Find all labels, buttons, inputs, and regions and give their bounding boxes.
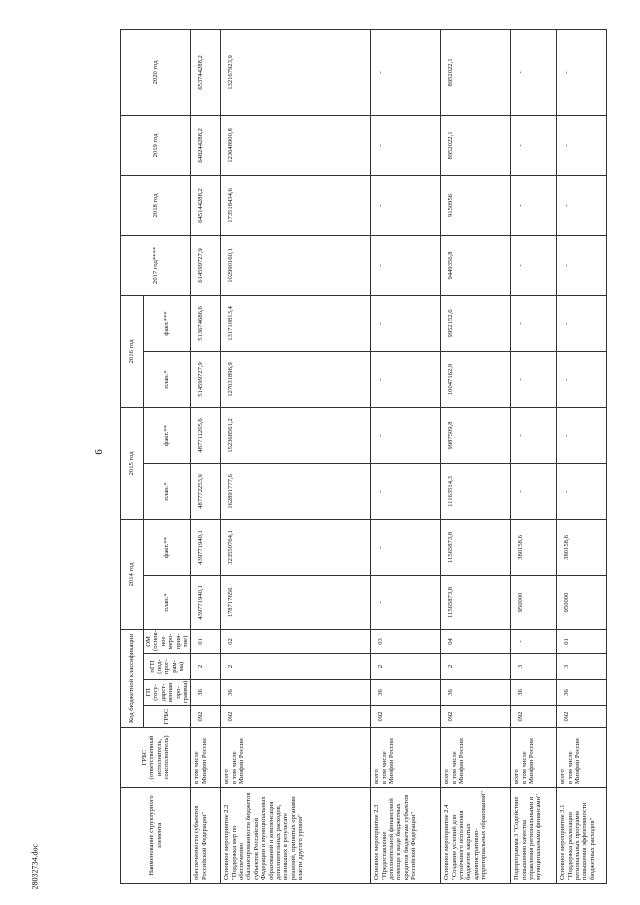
table-row xyxy=(191,29,221,883)
header-2016-plan: план.* xyxy=(144,351,191,407)
row-value: - xyxy=(371,407,441,463)
row-name: Подпрограмма 3 "Содействие повышению качества управления региональными и муниципальными финансами" xyxy=(511,788,557,884)
header-code-pgp: пГП (под-прог-рам-ма) xyxy=(144,654,191,680)
row-om: - xyxy=(511,629,557,653)
row-grbs: 092 xyxy=(441,706,511,728)
row-value: - xyxy=(511,29,557,115)
row-pgp: 3 xyxy=(557,654,607,680)
row-value: 8952022,1 xyxy=(441,115,511,175)
row-value: - xyxy=(557,351,607,407)
row-value: - xyxy=(371,235,441,295)
row-value: - xyxy=(371,575,441,629)
row-om: 02 xyxy=(221,629,371,653)
row-grbs: 092 xyxy=(221,706,371,728)
header-2017: 2017 год**** xyxy=(121,235,191,295)
header-code-om: ОМ (основ-ное меро-прия-тие) xyxy=(144,629,191,653)
row-value: - xyxy=(371,175,441,235)
row-pgp: 2 xyxy=(221,654,371,680)
row-value: 132167923,9 xyxy=(221,29,371,115)
row-value: 614599727,9 xyxy=(191,235,221,295)
row-value: - xyxy=(511,351,557,407)
row-value: 380158,6 xyxy=(557,519,607,575)
header-2019: 2019 год xyxy=(121,115,191,175)
row-gp: 36 xyxy=(371,680,441,706)
row-name: Основное мероприятие 2.4 "Создание условий для устойчивого исполнения бюджетов закрытых административно-территориальных образований" xyxy=(441,788,511,884)
row-gp: 36 xyxy=(191,680,221,706)
row-grbs: 092 xyxy=(191,706,221,728)
header-2016: 2016 год xyxy=(121,295,144,407)
header-2015-plan: план.* xyxy=(144,463,191,519)
row-responsible: всего в том числе Минфин России xyxy=(511,728,557,788)
row-value: 8952022,1 xyxy=(441,29,511,115)
header-2014-plan: план.* xyxy=(144,575,191,629)
row-om: 03 xyxy=(371,629,441,653)
row-value: - xyxy=(511,407,557,463)
row-value: 127031896,9 xyxy=(221,351,371,407)
row-value: - xyxy=(511,463,557,519)
row-value: 439771940,1 xyxy=(191,575,221,629)
table-row xyxy=(511,29,557,883)
header-grbs-sub: (ответственный исполнитель, соисполнитель) xyxy=(148,735,170,780)
row-value: - xyxy=(557,235,607,295)
row-grbs: 092 xyxy=(511,706,557,728)
row-value: - xyxy=(557,407,607,463)
row-value: 9449356,8 xyxy=(441,235,511,295)
row-value: - xyxy=(511,295,557,351)
row-value: 648244288,2 xyxy=(191,115,221,175)
row-value: 123648900,8 xyxy=(221,115,371,175)
row-value: - xyxy=(371,295,441,351)
row-value: - xyxy=(557,29,607,115)
table-row xyxy=(557,29,607,883)
row-gp: 36 xyxy=(441,680,511,706)
header-2015: 2015 год xyxy=(121,407,144,519)
row-gp: 36 xyxy=(511,680,557,706)
row-value: - xyxy=(371,29,441,115)
row-value: 152368561,2 xyxy=(221,407,371,463)
row-pgp: 2 xyxy=(191,654,221,680)
row-om: 01 xyxy=(191,629,221,653)
row-value: 11565873,8 xyxy=(441,519,511,575)
row-gp: 36 xyxy=(557,680,607,706)
row-value: 131710813,4 xyxy=(221,295,371,351)
header-grbs-title: ГРБС xyxy=(140,749,148,766)
header-grbs-responsible xyxy=(121,728,191,788)
row-name: Основное мероприятие 2.2 "Поддержка мер по обеспечению сбалансированности бюджетов субъектов Российской Федерации и муниципальных образований и компенсация дополнительных расходов, возникших в результате решений, принятых органами власти другого уровня" xyxy=(221,788,371,884)
row-value: - xyxy=(371,115,441,175)
row-responsible: всего в том числе Минфин России xyxy=(221,728,371,788)
row-value: 173518434,6 xyxy=(221,175,371,235)
row-name: обеспеченности субъектов Российской Федерации" xyxy=(191,788,221,884)
row-value: 950000 xyxy=(511,575,557,629)
row-value: 9150956 xyxy=(441,175,511,235)
row-responsible: всего в том числе Минфин России xyxy=(371,728,441,788)
header-code: Код бюджетной классификации xyxy=(121,629,144,727)
row-value: 323550764,1 xyxy=(221,519,371,575)
document-filename: 28032734.doc xyxy=(30,843,40,890)
row-value: 513674686,6 xyxy=(191,295,221,351)
table-row xyxy=(221,29,371,883)
row-value: 9952152,6 xyxy=(441,295,511,351)
row-grbs: 092 xyxy=(371,706,441,728)
row-responsible: в том числе Минфин России xyxy=(191,728,221,788)
row-value: 162891777,6 xyxy=(221,463,371,519)
row-om: 01 xyxy=(557,629,607,653)
row-responsible: всего в том числе Минфин России xyxy=(557,728,607,788)
row-value: 487711205,6 xyxy=(191,407,221,463)
row-value: - xyxy=(371,519,441,575)
header-2015-fact: факт.** xyxy=(144,407,191,463)
row-value: 645144288,2 xyxy=(191,175,221,235)
row-value: - xyxy=(371,351,441,407)
header-2016-fact: факт.*** xyxy=(144,295,191,351)
header-2020: 2020 год xyxy=(121,29,191,115)
table-row xyxy=(441,29,511,883)
row-pgp: 3 xyxy=(511,654,557,680)
row-value: - xyxy=(511,175,557,235)
row-value: - xyxy=(511,235,557,295)
row-value: 102990160,1 xyxy=(221,235,371,295)
row-value: - xyxy=(557,295,607,351)
row-value: 11565873,8 xyxy=(441,575,511,629)
row-name: Основное мероприятие 3.1 "Поддержка реализации региональных программ повышения эффективности бюджетных расходов" xyxy=(557,788,607,884)
row-pgp: 2 xyxy=(441,654,511,680)
rotated-table-container xyxy=(120,30,624,884)
row-value: 653744288,2 xyxy=(191,29,221,115)
row-value: - xyxy=(557,463,607,519)
row-om: 04 xyxy=(441,629,511,653)
row-gp: 36 xyxy=(221,680,371,706)
row-value: - xyxy=(371,463,441,519)
row-responsible: всего в том числе Минфин России xyxy=(441,728,511,788)
header-code-gp: ГП (госу-дарст-венная про-грамма) xyxy=(144,680,191,706)
page-number: 6 xyxy=(93,449,105,455)
row-value: 380158,6 xyxy=(511,519,557,575)
header-name: Наименование структурного элемента xyxy=(121,788,191,884)
header-2018: 2018 год xyxy=(121,175,191,235)
row-name: Основное мероприятие 2.3 "Предоставление дополнительной финансовой помощи в виде бюджетных кредитов бюджетам субъектов Российской Федерации" xyxy=(371,788,441,884)
row-pgp: 2 xyxy=(371,654,441,680)
row-grbs: 092 xyxy=(557,706,607,728)
row-value: - xyxy=(511,115,557,175)
row-value: 950000 xyxy=(557,575,607,629)
header-code-grbs: ГРБС xyxy=(144,706,191,728)
row-value: 439771940,1 xyxy=(191,519,221,575)
row-value: 11163514,3 xyxy=(441,463,511,519)
row-value: 487772253,9 xyxy=(191,463,221,519)
row-value: 10047162,9 xyxy=(441,351,511,407)
row-value: - xyxy=(557,175,607,235)
row-value: - xyxy=(557,115,607,175)
table-row xyxy=(371,29,441,883)
row-value: 9987509,8 xyxy=(441,407,511,463)
row-value: 178717656 xyxy=(221,575,371,629)
header-2014: 2014 год xyxy=(121,519,144,629)
header-2014-fact: факт.** xyxy=(144,519,191,575)
row-value: 514599727,9 xyxy=(191,351,221,407)
budget-table xyxy=(120,29,607,884)
